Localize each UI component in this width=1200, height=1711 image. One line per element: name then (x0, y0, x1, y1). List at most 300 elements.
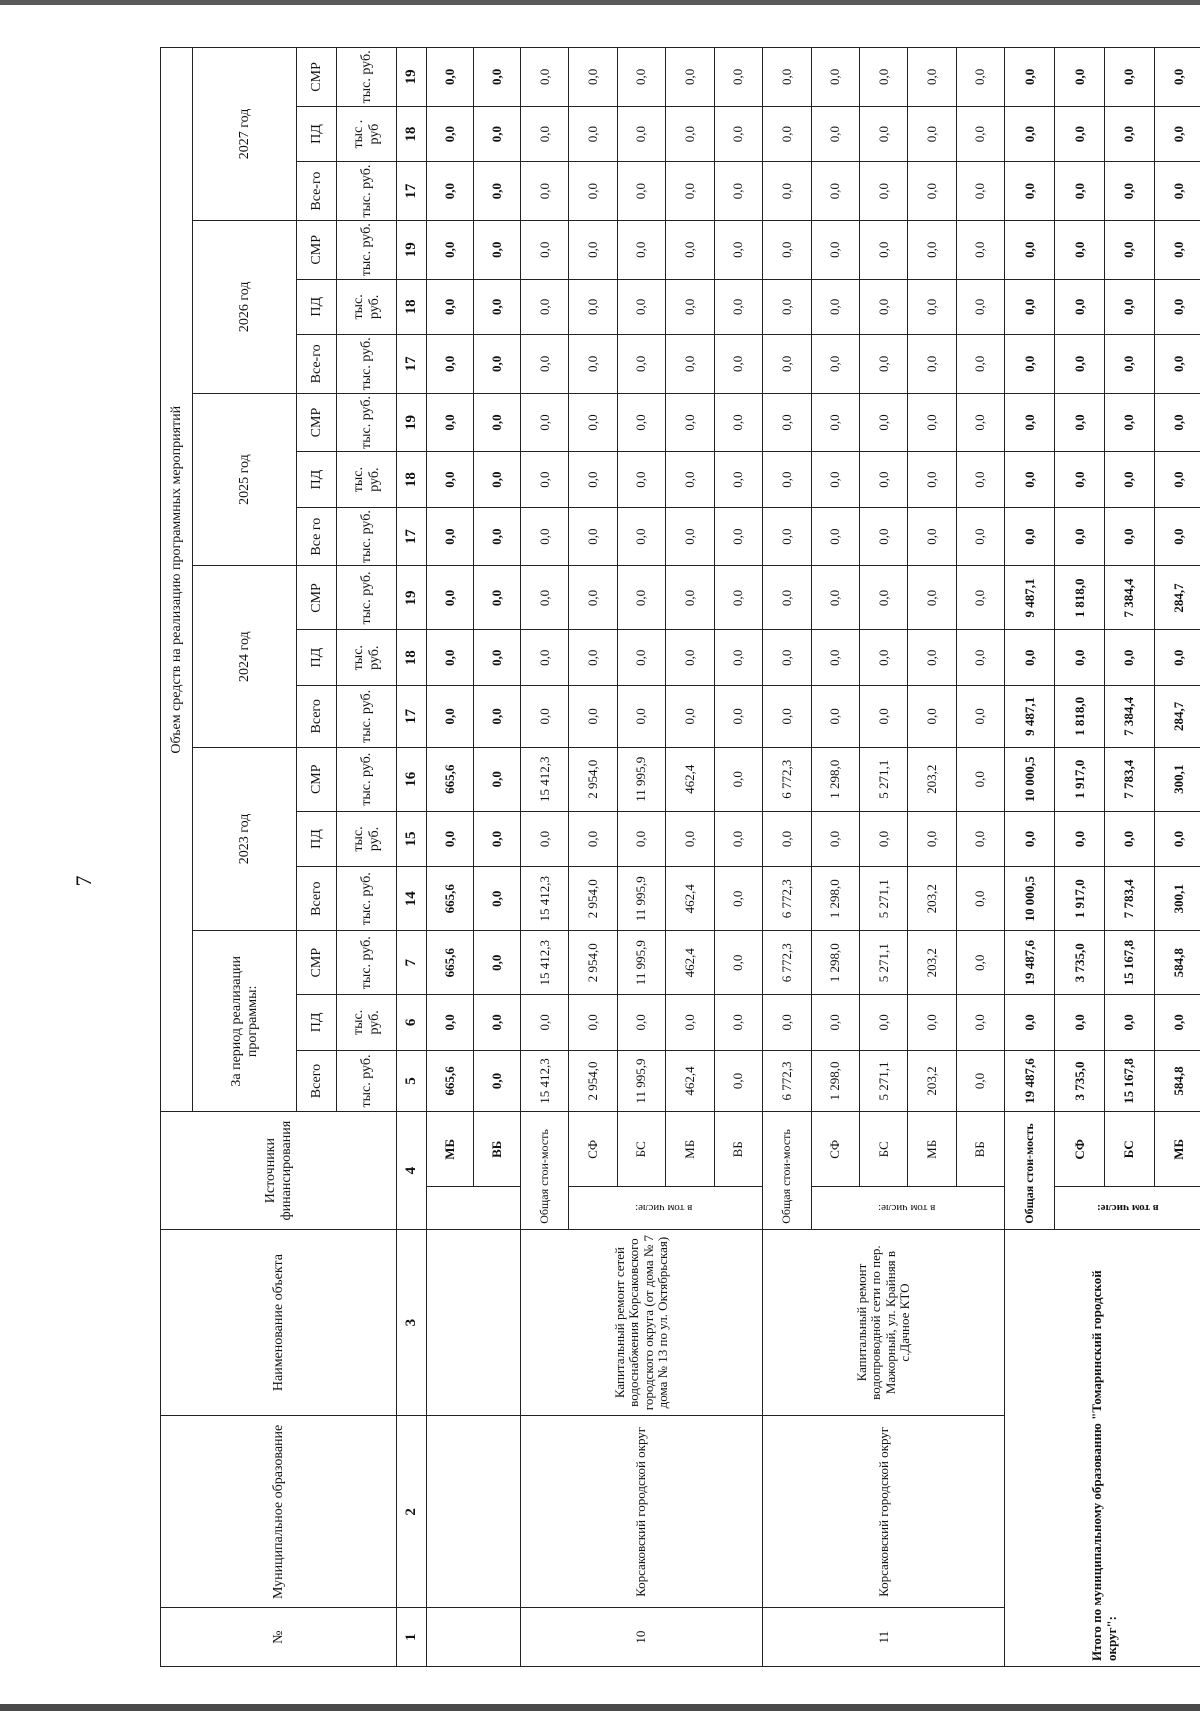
header-volume: Объем средств на реализацию программных мероприятий (161, 48, 193, 1112)
value-cell: 10 000,5 (1005, 867, 1055, 931)
value-cell: 3 735,0 (1055, 1050, 1105, 1112)
value-cell: 0,0 (569, 566, 617, 630)
total-cost-label: Общая стои-мость (763, 1112, 811, 1229)
value-cell: 0,0 (1105, 393, 1155, 452)
value-cell: 15 412,3 (520, 1050, 568, 1112)
value-cell: 2 954,0 (569, 1050, 617, 1112)
rotated-table-container (160, 47, 1200, 1667)
value-cell: 15 167,8 (1105, 931, 1155, 995)
subheader-y2026-2: СМР (297, 220, 337, 279)
value-cell: 0,0 (860, 507, 908, 566)
value-cell: 0,0 (617, 995, 665, 1050)
value-cell: 0,0 (1055, 48, 1105, 107)
value-cell: 0,0 (860, 335, 908, 394)
value-cell: 0,0 (956, 393, 1004, 452)
subheader-period-2: СМР (297, 931, 337, 995)
column-number-19: 19 (397, 220, 427, 279)
value-cell: 0,0 (860, 995, 908, 1050)
in-that-number-label: в том числе: (1097, 1201, 1159, 1214)
unit-cell: тыс. руб. (337, 566, 397, 630)
total-cost-label: Общая стои-мость (1005, 1112, 1055, 1229)
value-cell: 203,2 (908, 747, 956, 811)
value-cell: 0,0 (520, 452, 568, 507)
value-cell: 0,0 (956, 48, 1004, 107)
value-cell: 15 412,3 (520, 931, 568, 995)
value-cell: 0,0 (811, 335, 859, 394)
value-cell: 0,0 (811, 48, 859, 107)
column-number-5: 5 (397, 1050, 427, 1112)
header-municipality: Муниципальное образование (161, 1416, 397, 1608)
value-cell: 0,0 (908, 279, 956, 334)
column-number-18: 18 (397, 279, 427, 334)
value-cell: 0,0 (956, 1050, 1004, 1112)
source-cell: СФ (1055, 1112, 1105, 1187)
value-cell: 0,0 (956, 279, 1004, 334)
value-cell: 0,0 (714, 335, 762, 394)
value-cell: 0,0 (714, 452, 762, 507)
value-cell: 0,0 (714, 811, 762, 866)
value-cell: 0,0 (617, 220, 665, 279)
value-cell: 0,0 (666, 811, 714, 866)
value-cell: 0,0 (520, 48, 568, 107)
value-cell: 0,0 (956, 685, 1004, 747)
value-cell: 462,4 (666, 931, 714, 995)
value-cell: 0,0 (569, 162, 617, 221)
value-cell: 0,0 (714, 931, 762, 995)
column-number-16: 16 (397, 747, 427, 811)
value-cell: 0,0 (617, 106, 665, 161)
value-cell: 19 487,6 (1005, 1050, 1055, 1112)
value-cell: 0,0 (427, 630, 474, 685)
value-cell: 300,1 (1155, 747, 1200, 811)
subheader-y2027-1: ПД (297, 106, 337, 161)
value-cell: 0,0 (520, 566, 568, 630)
value-cell: 0,0 (1005, 106, 1055, 161)
value-cell: 0,0 (714, 220, 762, 279)
value-cell: 0,0 (1005, 995, 1055, 1050)
unit-cell: тыс. руб. (337, 931, 397, 995)
value-cell: 0,0 (520, 507, 568, 566)
value-cell: 0,0 (617, 393, 665, 452)
subheader-y2025-2: СМР (297, 393, 337, 452)
source-cell: МБ (427, 1112, 474, 1187)
column-number-3: 3 (397, 1229, 427, 1416)
value-cell: 0,0 (1055, 335, 1105, 394)
header-year-2025: 2025 год (193, 393, 297, 566)
value-cell: 0,0 (666, 48, 714, 107)
value-cell: 0,0 (956, 931, 1004, 995)
value-cell: 0,0 (473, 220, 520, 279)
value-cell: 0,0 (666, 452, 714, 507)
value-cell: 0,0 (860, 48, 908, 107)
value-cell: 203,2 (908, 1050, 956, 1112)
subheader-y2023-0: Всего (297, 867, 337, 931)
value-cell: 0,0 (473, 747, 520, 811)
value-cell: 0,0 (1105, 995, 1155, 1050)
value-cell: 0,0 (617, 279, 665, 334)
object-number: 10 (520, 1608, 762, 1667)
unit-cell: тыс . руб (337, 106, 397, 161)
blank-cell (427, 1229, 521, 1416)
value-cell: 284,7 (1155, 685, 1200, 747)
value-cell: 0,0 (763, 995, 811, 1050)
value-cell: 0,0 (908, 811, 956, 866)
subheader-y2023-1: ПД (297, 811, 337, 866)
value-cell: 0,0 (908, 685, 956, 747)
value-cell: 6 772,3 (763, 1050, 811, 1112)
value-cell: 0,0 (1155, 220, 1200, 279)
column-number-4: 4 (397, 1112, 427, 1229)
value-cell: 0,0 (1105, 279, 1155, 334)
unit-cell: тыс. руб. (337, 685, 397, 747)
value-cell: 584,8 (1155, 931, 1200, 995)
value-cell: 462,4 (666, 1050, 714, 1112)
value-cell: 3 735,0 (1055, 931, 1105, 995)
value-cell: 0,0 (1005, 279, 1055, 334)
financing-table (160, 47, 1200, 1667)
value-cell: 7 783,4 (1105, 867, 1155, 931)
value-cell: 0,0 (908, 393, 956, 452)
value-cell: 0,0 (956, 507, 1004, 566)
value-cell: 0,0 (520, 995, 568, 1050)
value-cell: 0,0 (1105, 220, 1155, 279)
value-cell: 0,0 (956, 630, 1004, 685)
in-that-number-cell (569, 1187, 763, 1230)
value-cell: 0,0 (1055, 630, 1105, 685)
value-cell: 0,0 (569, 335, 617, 394)
top-scan-border (0, 0, 1200, 5)
value-cell: 0,0 (811, 106, 859, 161)
subheader-y2024-2: СМР (297, 566, 337, 630)
value-cell: 0,0 (569, 685, 617, 747)
value-cell: 5 271,1 (860, 931, 908, 995)
value-cell: 5 271,1 (860, 747, 908, 811)
value-cell: 0,0 (473, 630, 520, 685)
value-cell: 0,0 (1105, 811, 1155, 866)
value-cell: 0,0 (520, 220, 568, 279)
header-year-2024: 2024 год (193, 566, 297, 747)
value-cell: 15 412,3 (520, 867, 568, 931)
value-cell: 7 783,4 (1105, 747, 1155, 811)
value-cell: 0,0 (714, 566, 762, 630)
value-cell: 0,0 (520, 106, 568, 161)
value-cell: 0,0 (860, 630, 908, 685)
value-cell: 0,0 (956, 995, 1004, 1050)
value-cell: 0,0 (569, 393, 617, 452)
table-row (763, 48, 811, 1667)
value-cell: 0,0 (1105, 106, 1155, 161)
value-cell: 0,0 (473, 106, 520, 161)
value-cell: 0,0 (908, 566, 956, 630)
value-cell: 0,0 (1105, 452, 1155, 507)
value-cell: 462,4 (666, 867, 714, 931)
value-cell: 0,0 (1155, 507, 1200, 566)
value-cell: 0,0 (1005, 48, 1055, 107)
value-cell: 0,0 (427, 452, 474, 507)
value-cell: 0,0 (569, 811, 617, 866)
source-cell: ВБ (956, 1112, 1004, 1187)
value-cell: 0,0 (666, 220, 714, 279)
value-cell: 0,0 (427, 995, 474, 1050)
value-cell: 0,0 (860, 393, 908, 452)
value-cell: 0,0 (617, 507, 665, 566)
value-cell: 0,0 (569, 48, 617, 107)
subheader-period-1: ПД (297, 995, 337, 1050)
value-cell: 7 384,4 (1105, 685, 1155, 747)
column-number-1: 1 (397, 1608, 427, 1667)
value-cell: 0,0 (811, 220, 859, 279)
value-cell: 0,0 (666, 279, 714, 334)
source-cell: СФ (569, 1112, 617, 1187)
value-cell: 0,0 (1105, 162, 1155, 221)
value-cell: 0,0 (427, 279, 474, 334)
value-cell: 0,0 (666, 106, 714, 161)
source-cell: БС (860, 1112, 908, 1187)
value-cell: 0,0 (473, 685, 520, 747)
value-cell: 0,0 (811, 279, 859, 334)
value-cell: 0,0 (427, 106, 474, 161)
header-num: № (161, 1608, 397, 1667)
value-cell: 0,0 (763, 566, 811, 630)
value-cell: 0,0 (666, 162, 714, 221)
value-cell: 0,0 (714, 867, 762, 931)
page-number: 7 (71, 875, 96, 887)
value-cell: 1 298,0 (811, 747, 859, 811)
value-cell: 0,0 (569, 630, 617, 685)
value-cell: 0,0 (473, 48, 520, 107)
value-cell: 6 772,3 (763, 867, 811, 931)
value-cell: 665,6 (427, 867, 474, 931)
column-number-19: 19 (397, 566, 427, 630)
value-cell: 2 954,0 (569, 931, 617, 995)
value-cell: 6 772,3 (763, 747, 811, 811)
value-cell: 0,0 (473, 279, 520, 334)
value-cell: 0,0 (520, 279, 568, 334)
value-cell: 0,0 (1005, 393, 1055, 452)
value-cell: 19 487,6 (1005, 931, 1055, 995)
value-cell: 0,0 (569, 220, 617, 279)
value-cell: 665,6 (427, 1050, 474, 1112)
unit-cell: тыс. руб. (337, 1050, 397, 1112)
value-cell: 0,0 (1105, 48, 1155, 107)
value-cell: 0,0 (763, 220, 811, 279)
value-cell: 0,0 (956, 220, 1004, 279)
value-cell: 462,4 (666, 747, 714, 811)
unit-cell: тыс. руб. (337, 279, 397, 334)
value-cell: 0,0 (860, 452, 908, 507)
value-cell: 0,0 (763, 685, 811, 747)
in-that-number-cell (811, 1187, 1005, 1230)
value-cell: 0,0 (520, 630, 568, 685)
value-cell: 0,0 (1155, 393, 1200, 452)
value-cell: 0,0 (1005, 335, 1055, 394)
subheader-y2026-1: ПД (297, 279, 337, 334)
value-cell: 0,0 (473, 1050, 520, 1112)
value-cell: 0,0 (473, 811, 520, 866)
value-cell: 0,0 (714, 48, 762, 107)
value-cell: 9 487,1 (1005, 685, 1055, 747)
value-cell: 0,0 (1155, 630, 1200, 685)
value-cell: 0,0 (473, 867, 520, 931)
value-cell: 0,0 (473, 931, 520, 995)
column-number-17: 17 (397, 335, 427, 394)
value-cell: 0,0 (714, 162, 762, 221)
value-cell: 0,0 (1055, 811, 1105, 866)
source-cell: СФ (811, 1112, 859, 1187)
value-cell: 0,0 (908, 220, 956, 279)
source-cell: БС (617, 1112, 665, 1187)
value-cell: 0,0 (763, 279, 811, 334)
value-cell: 0,0 (1055, 393, 1105, 452)
value-cell: 0,0 (569, 106, 617, 161)
value-cell: 665,6 (427, 931, 474, 995)
value-cell: 0,0 (520, 811, 568, 866)
value-cell: 0,0 (473, 452, 520, 507)
value-cell: 0,0 (1155, 162, 1200, 221)
value-cell: 0,0 (427, 566, 474, 630)
value-cell: 0,0 (473, 995, 520, 1050)
value-cell: 0,0 (666, 335, 714, 394)
value-cell: 0,0 (763, 630, 811, 685)
value-cell: 0,0 (811, 685, 859, 747)
value-cell: 6 772,3 (763, 931, 811, 995)
unit-cell: тыс. руб. (337, 335, 397, 394)
value-cell: 0,0 (811, 507, 859, 566)
subheader-y2027-2: СМР (297, 48, 337, 107)
value-cell: 0,0 (956, 162, 1004, 221)
unit-cell: тыс. руб. (337, 507, 397, 566)
value-cell: 0,0 (473, 162, 520, 221)
header-object: Наименование объекта (161, 1229, 397, 1416)
value-cell: 0,0 (520, 685, 568, 747)
value-cell: 0,0 (763, 452, 811, 507)
value-cell: 0,0 (1005, 630, 1055, 685)
unit-cell: тыс. руб. (337, 452, 397, 507)
value-cell: 203,2 (908, 867, 956, 931)
value-cell: 0,0 (763, 162, 811, 221)
value-cell: 1 298,0 (811, 867, 859, 931)
column-number-17: 17 (397, 162, 427, 221)
blank-cell (427, 1416, 521, 1608)
unit-cell: тыс. руб. (337, 48, 397, 107)
value-cell: 0,0 (908, 630, 956, 685)
unit-cell: тыс. руб. (337, 162, 397, 221)
value-cell: 1 917,0 (1055, 867, 1105, 931)
unit-cell: тыс. руб. (337, 867, 397, 931)
total-label: Итого по муниципальному образованию "Томаринский городской округ": (1005, 1229, 1200, 1666)
value-cell: 0,0 (956, 566, 1004, 630)
source-cell: МБ (666, 1112, 714, 1187)
subheader-period-0: Всего (297, 1050, 337, 1112)
value-cell: 0,0 (1005, 452, 1055, 507)
value-cell: 0,0 (1005, 507, 1055, 566)
column-number-18: 18 (397, 452, 427, 507)
subheader-y2024-0: Всего (297, 685, 337, 747)
in-that-number-cell (1055, 1187, 1200, 1230)
value-cell: 0,0 (908, 48, 956, 107)
value-cell: 0,0 (1105, 630, 1155, 685)
value-cell: 0,0 (714, 747, 762, 811)
header-sources: Источники финансирования (161, 1112, 397, 1229)
value-cell: 9 487,1 (1005, 566, 1055, 630)
municipality-cell: Корсаковский городской округ (763, 1416, 1005, 1608)
value-cell: 0,0 (714, 685, 762, 747)
value-cell: 0,0 (1055, 220, 1105, 279)
subheader-y2027-0: Все-го (297, 162, 337, 221)
value-cell: 1 818,0 (1055, 685, 1105, 747)
object-name-cell: Капитальный ремонт сетей водоснабжения Корсаковского городского округа (от дома № 7 дома № 13 по ул. Октябрьская) (520, 1229, 762, 1416)
value-cell: 665,6 (427, 747, 474, 811)
value-cell: 0,0 (617, 48, 665, 107)
source-cell: ВБ (714, 1112, 762, 1187)
value-cell: 0,0 (473, 393, 520, 452)
blank-cell (427, 1608, 521, 1667)
value-cell: 0,0 (714, 995, 762, 1050)
unit-cell: тыс. руб. (337, 220, 397, 279)
value-cell: 284,7 (1155, 566, 1200, 630)
unit-cell: тыс. руб. (337, 811, 397, 866)
value-cell: 0,0 (908, 162, 956, 221)
value-cell: 0,0 (427, 811, 474, 866)
value-cell: 0,0 (860, 566, 908, 630)
value-cell: 0,0 (860, 279, 908, 334)
value-cell: 0,0 (1055, 279, 1105, 334)
subheader-y2025-0: Все го (297, 507, 337, 566)
value-cell: 0,0 (763, 393, 811, 452)
value-cell: 0,0 (617, 335, 665, 394)
value-cell: 0,0 (1155, 106, 1200, 161)
value-cell: 0,0 (427, 48, 474, 107)
value-cell: 0,0 (666, 566, 714, 630)
value-cell: 0,0 (427, 162, 474, 221)
value-cell: 15 412,3 (520, 747, 568, 811)
source-cell: БС (1105, 1112, 1155, 1187)
value-cell: 0,0 (956, 335, 1004, 394)
bottom-scan-border (0, 1704, 1200, 1711)
value-cell: 0,0 (811, 393, 859, 452)
value-cell: 0,0 (908, 507, 956, 566)
table-row (427, 48, 474, 1667)
subheader-y2025-1: ПД (297, 452, 337, 507)
source-cell: МБ (1155, 1112, 1200, 1187)
value-cell: 15 167,8 (1105, 1050, 1155, 1112)
value-cell: 11 995,9 (617, 931, 665, 995)
value-cell: 0,0 (1055, 452, 1105, 507)
value-cell: 0,0 (427, 685, 474, 747)
value-cell: 0,0 (473, 507, 520, 566)
value-cell: 0,0 (860, 220, 908, 279)
column-number-15: 15 (397, 811, 427, 866)
total-cost-label: Общая стои-мость (520, 1112, 568, 1229)
value-cell: 0,0 (714, 507, 762, 566)
blank-cell (427, 1187, 521, 1230)
value-cell: 0,0 (811, 630, 859, 685)
value-cell: 584,8 (1155, 1050, 1200, 1112)
value-cell: 0,0 (714, 630, 762, 685)
value-cell: 10 000,5 (1005, 747, 1055, 811)
value-cell: 0,0 (666, 393, 714, 452)
column-number-7: 7 (397, 931, 427, 995)
municipality-cell: Корсаковский городской округ (520, 1416, 762, 1608)
value-cell: 0,0 (666, 630, 714, 685)
value-cell: 1 818,0 (1055, 566, 1105, 630)
value-cell: 0,0 (1155, 48, 1200, 107)
column-number-18: 18 (397, 630, 427, 685)
value-cell: 0,0 (617, 566, 665, 630)
value-cell: 0,0 (811, 566, 859, 630)
unit-cell: тыс. руб. (337, 995, 397, 1050)
value-cell: 11 995,9 (617, 1050, 665, 1112)
